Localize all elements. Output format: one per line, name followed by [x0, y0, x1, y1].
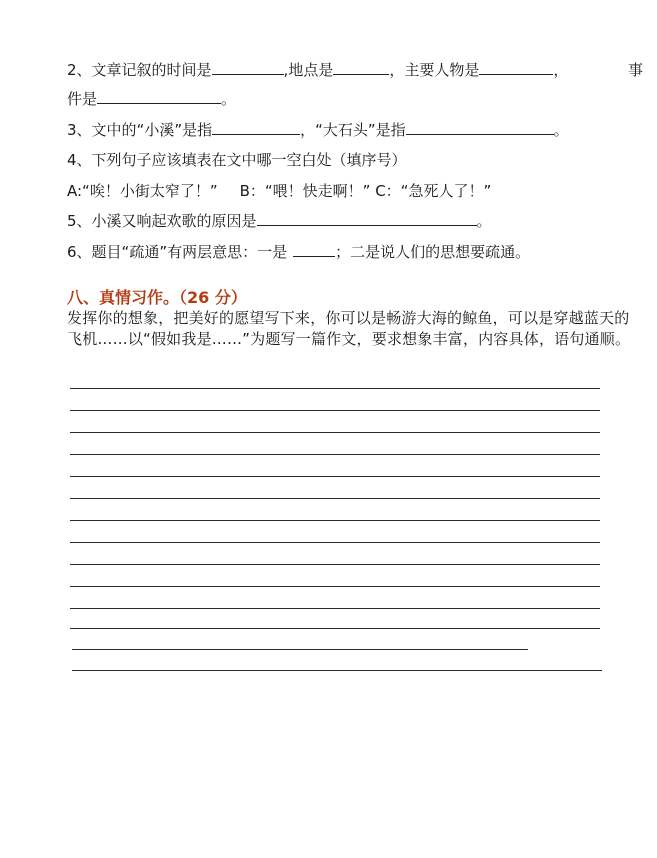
- section-8-prompt: 发挥你的想象，把美好的愿望写下来，你可以是畅游大海的鲸鱼，可以是穿越蓝天的飞机……以“假如我是……”为题写一篇作文，要求想象丰富，内容具体，语句通顺。: [67, 309, 631, 348]
- writing-line[interactable]: [70, 498, 600, 499]
- q4-option-bc: B：“喂！快走啊！” C：“急死人了！”: [239, 182, 492, 200]
- q3-text-1: 3、文中的“小溪”是指: [67, 121, 213, 139]
- q2-text-7: 。: [221, 90, 237, 108]
- q2-text-3: ，主要人物是: [389, 61, 480, 79]
- question-2: [67, 60, 568, 80]
- q2-text-6: 件是: [67, 90, 98, 108]
- writing-line[interactable]: [72, 649, 528, 650]
- writing-line[interactable]: [70, 586, 600, 587]
- section-8-heading: 八、真情习作。（26 分）: [67, 288, 247, 307]
- question-3: [67, 120, 569, 140]
- writing-line[interactable]: [70, 432, 600, 433]
- question-4-options: [67, 181, 491, 201]
- q3-text-3: 。: [553, 121, 569, 139]
- writing-line[interactable]: [70, 542, 600, 543]
- q5-text-1: 5、小溪又响起欢歌的原因是: [67, 212, 257, 230]
- q2-blank-time[interactable]: [212, 60, 284, 75]
- q2-blank-characters[interactable]: [479, 60, 553, 75]
- q5-text-2: 。: [476, 212, 492, 230]
- writing-line[interactable]: [70, 564, 600, 565]
- q3-blank-stone[interactable]: [406, 120, 554, 135]
- q5-blank-reason[interactable]: [257, 211, 477, 226]
- q4-option-a: A:“唉！小街太窄了！”: [67, 182, 218, 200]
- writing-line[interactable]: [70, 628, 600, 629]
- q6-blank-meaning[interactable]: [293, 242, 335, 257]
- q6-text-2: ；二是说人们的思想要疏通。: [335, 243, 531, 261]
- writing-line[interactable]: [70, 410, 600, 411]
- q2-blank-event[interactable]: [97, 89, 221, 104]
- question-5: [67, 211, 492, 231]
- q4-text: 4、下列句子应该填表在文中哪一空白处（填序号）: [67, 151, 407, 169]
- q3-blank-stream[interactable]: [212, 120, 300, 135]
- q2-text-1: 2、文章记叙的时间是: [67, 61, 212, 79]
- writing-line[interactable]: [70, 476, 600, 477]
- q2-text-5: 事: [628, 61, 644, 79]
- question-6: [67, 242, 530, 262]
- q2-text-4: ，: [553, 61, 569, 79]
- q6-text-1: 6、题目“疏通”有两层意思：一是: [67, 243, 288, 261]
- writing-line[interactable]: [70, 608, 600, 609]
- writing-line[interactable]: [72, 670, 602, 671]
- writing-line[interactable]: [70, 388, 600, 389]
- q2-text-2: ,地点是: [283, 61, 334, 79]
- writing-line[interactable]: [70, 520, 600, 521]
- writing-line[interactable]: [70, 454, 600, 455]
- q2-blank-place[interactable]: [333, 60, 389, 75]
- question-4: [67, 150, 407, 170]
- question-2-cont: [67, 89, 236, 109]
- q3-text-2: ，“大石头”是指: [300, 121, 406, 139]
